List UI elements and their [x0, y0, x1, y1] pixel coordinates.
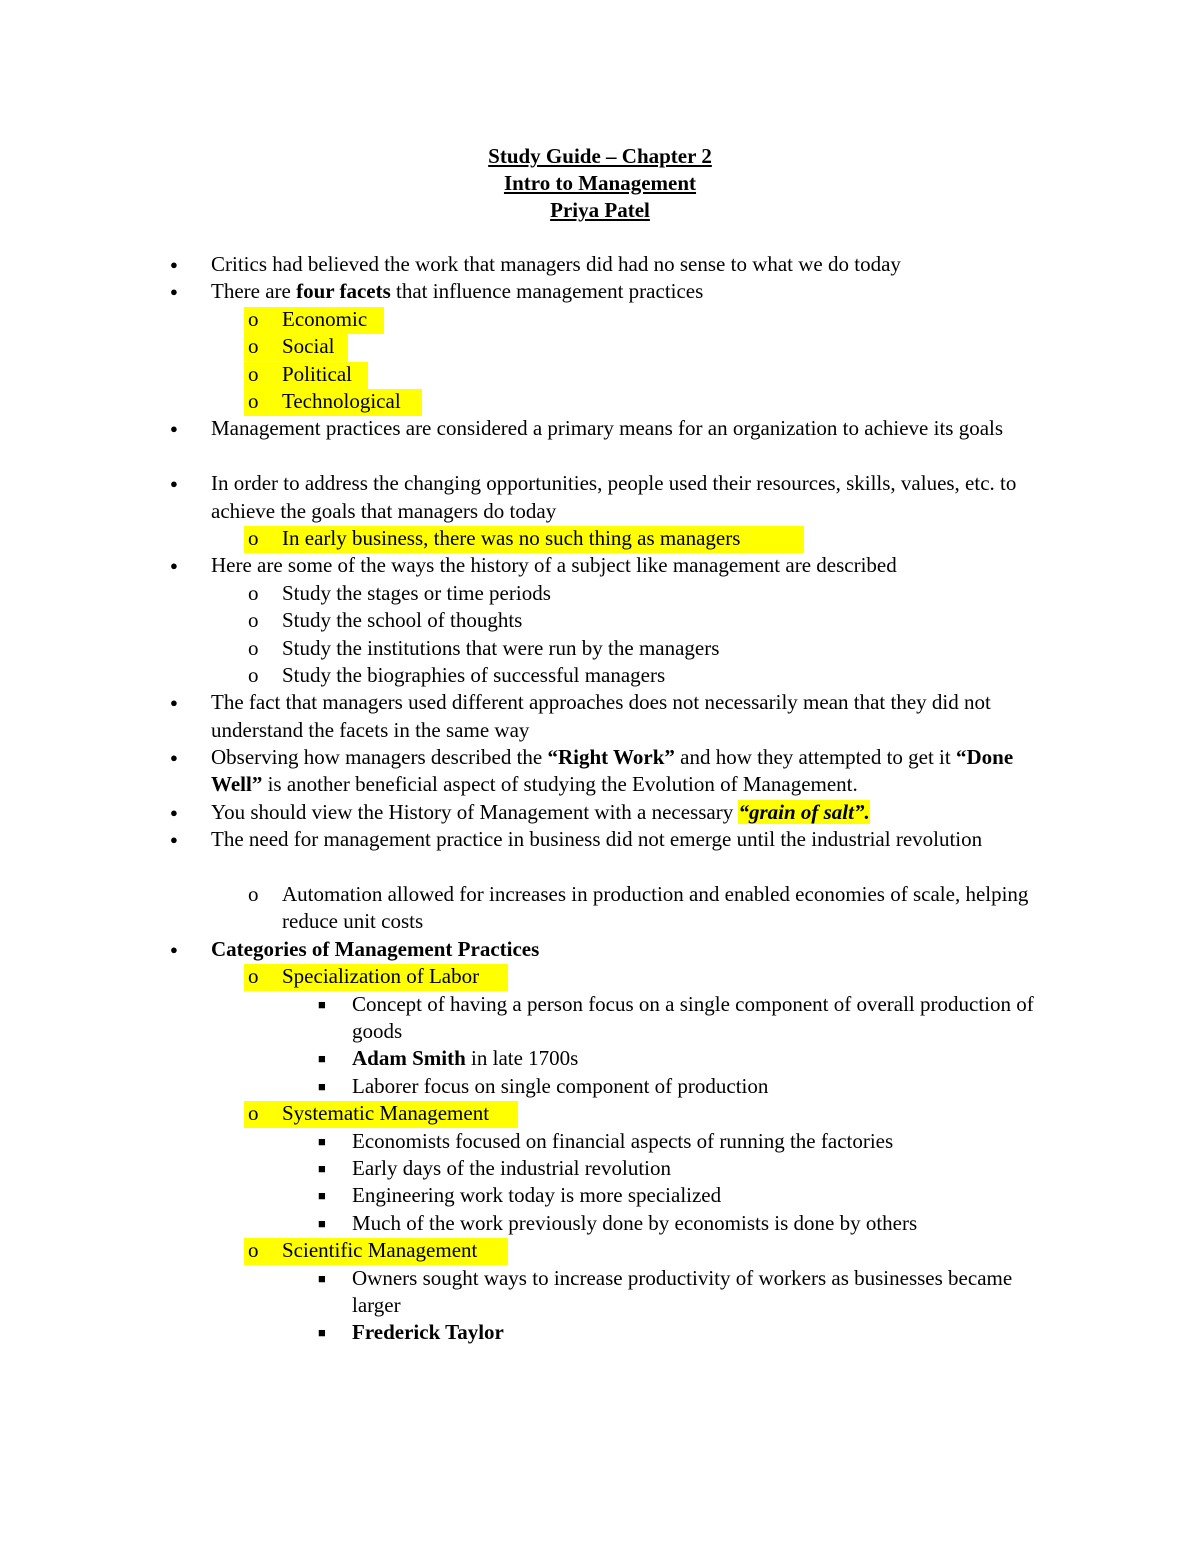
list-item: [0, 580, 1200, 607]
list-item: [0, 361, 1200, 388]
list-item: [0, 1237, 1200, 1264]
bullet-circle-icon: o: [248, 334, 259, 359]
text-run: Systematic Management: [282, 1101, 490, 1126]
list-item-text: [282, 662, 1052, 689]
list-item: [0, 1319, 1200, 1346]
list-item-text: [282, 306, 1052, 333]
list-item-text: [211, 278, 1056, 305]
list-item-text: [211, 415, 1056, 442]
list-item: [0, 1210, 1200, 1237]
text-run: Laborer focus on single component of production: [352, 1073, 769, 1098]
list-item: [0, 635, 1200, 662]
list-item-text: [282, 1237, 1052, 1264]
list-item: [0, 662, 1200, 689]
bullet-circle-icon: o: [248, 306, 259, 331]
list-item-text: [211, 744, 1056, 799]
list-item-text: [352, 1210, 1052, 1237]
bullet-circle-icon: o: [248, 1101, 259, 1126]
bullet-circle-icon: o: [248, 964, 259, 989]
text-run: The need for management practice in business did not emerge until the industrial revolution: [211, 827, 983, 852]
list-item-text: [211, 689, 1056, 744]
text-run: In early business, there was no such thing as managers: [282, 525, 741, 550]
text-run: Study the stages or time periods: [282, 580, 551, 605]
text-run: Scientific Management: [282, 1238, 478, 1263]
text-run: Critics had believed the work that managers did had no sense to what we do today: [211, 252, 901, 276]
list-item: [0, 470, 1200, 525]
list-item: [0, 744, 1200, 799]
list-item: [0, 1128, 1200, 1155]
list-item-text: [282, 607, 1052, 634]
text-run: Early days of the industrial revolution: [352, 1156, 672, 1180]
list-item: [0, 826, 1200, 881]
bold-text: “Done Well”: [211, 745, 1014, 797]
text-run: Study the biographies of successful managers: [282, 662, 666, 687]
bold-text: Categories of Management Practices: [211, 936, 540, 961]
list-item-text: [282, 361, 1052, 388]
text-run: in late 1700s: [465, 1046, 579, 1071]
text-run: Automation allowed for increases in production and enabled economies of scale, helping reduce unit costs: [282, 882, 1029, 934]
text-run: Technological: [282, 388, 401, 413]
bullet-disc-icon: ●: [170, 804, 178, 820]
bullet-disc-icon: ●: [170, 558, 178, 574]
list-item: [0, 388, 1200, 415]
bullet-disc-icon: ●: [170, 941, 178, 957]
bullet-circle-icon: o: [248, 882, 259, 907]
text-run: is another beneficial aspect of studying the Evolution of Management.: [262, 772, 858, 797]
bullet-disc-icon: ●: [170, 421, 178, 437]
list-item: [0, 607, 1200, 634]
list-item: [0, 1155, 1200, 1182]
list-item-text: [282, 333, 1052, 360]
bullet-circle-icon: o: [248, 388, 259, 413]
bullet-disc-icon: ●: [170, 257, 178, 272]
bullet-square-icon: ■: [318, 1078, 326, 1094]
list-item: [0, 525, 1200, 552]
text-run: Owners sought ways to increase productivity of workers as businesses became larger: [352, 1265, 1013, 1317]
bullet-circle-icon: o: [248, 662, 259, 687]
text-run: In order to address the changing opportunities, people used their resources, skills, values, etc. to achieve the goals that managers do today: [211, 471, 1017, 523]
text-run: Management practices are considered a primary means for an organization to achieve its goals: [211, 416, 1004, 441]
bullet-square-icon: ■: [318, 1215, 326, 1231]
list-item-text: [352, 1045, 1052, 1072]
bullet-circle-icon: o: [248, 580, 259, 605]
bullet-square-icon: ■: [318, 1161, 326, 1176]
highlighted-text: “grain of salt”.: [738, 799, 870, 824]
text-run: Here are some of the ways the history of a subject like management are described: [211, 553, 897, 578]
text-run: Political: [282, 361, 352, 386]
text-run: Economists focused on financial aspects of running the factories: [352, 1128, 894, 1153]
list-item-text: [352, 991, 1052, 1046]
text-run: There are: [211, 279, 297, 304]
text-run: Study the institutions that were run by the managers: [282, 635, 720, 660]
list-item: [0, 936, 1200, 963]
text-run: You should view the History of Management with a necessary: [211, 799, 739, 824]
list-item-text: [352, 1182, 1052, 1209]
list-item-text: [282, 881, 1052, 936]
bold-text: Adam Smith: [352, 1046, 466, 1071]
bullet-list: [0, 251, 1200, 1347]
bullet-square-icon: ■: [318, 1051, 326, 1067]
document-title: Study Guide – Chapter 2: [488, 144, 712, 168]
text-run: The fact that managers used different approaches does not necessarily mean that they did not understand the facets in the same way: [211, 690, 991, 742]
list-item: [0, 963, 1200, 990]
list-item: [0, 689, 1200, 744]
list-item: [0, 415, 1200, 470]
bullet-circle-icon: o: [248, 635, 259, 660]
bullet-circle-icon: o: [248, 361, 259, 386]
text-run: Observing how managers described the: [211, 745, 548, 770]
bullet-circle-icon: o: [248, 525, 259, 550]
list-item-text: [211, 470, 1056, 525]
list-item: [0, 306, 1200, 333]
list-item-text: [211, 552, 1056, 579]
list-item-text: [282, 580, 1052, 607]
list-item: [0, 1073, 1200, 1100]
list-item: [0, 1182, 1200, 1209]
text-run: and how they attempted to get it: [674, 745, 956, 770]
document-subtitle: Intro to Management: [503, 171, 697, 195]
text-run: Concept of having a person focus on a single component of overall production of goods: [352, 991, 1034, 1044]
list-item: [0, 251, 1200, 278]
list-item-text: [352, 1265, 1052, 1320]
list-item-text: [282, 635, 1052, 662]
list-item: [0, 333, 1200, 360]
list-item-text: [282, 1100, 1052, 1127]
bullet-square-icon: ■: [318, 996, 326, 1012]
text-run: Economic: [282, 306, 368, 331]
bullet-circle-icon: o: [248, 608, 259, 633]
bold-text: four facets: [296, 279, 391, 304]
text-run: Study the school of thoughts: [282, 608, 523, 633]
list-item-text: [282, 963, 1052, 990]
list-item: [0, 881, 1200, 936]
bold-text: “Right Work”: [547, 745, 675, 770]
bullet-square-icon: ■: [318, 1325, 326, 1341]
list-item-text: [352, 1319, 1052, 1346]
bullet-disc-icon: ●: [170, 832, 178, 848]
list-item: [0, 1265, 1200, 1320]
text-run: Social: [282, 334, 335, 359]
list-item-text: [282, 525, 1052, 552]
list-item-text: [352, 1073, 1052, 1100]
bold-text: Frederick Taylor: [352, 1320, 504, 1345]
list-item: [0, 1045, 1200, 1072]
list-item-text: [282, 388, 1052, 415]
list-item-text: [211, 826, 1056, 853]
list-item: [0, 799, 1200, 826]
bullet-square-icon: ■: [318, 1188, 326, 1204]
list-item-text: [352, 1155, 1052, 1182]
list-item-text: [211, 799, 1056, 826]
list-item-text: [211, 251, 1056, 278]
list-item: [0, 278, 1200, 305]
document-author: Priya Patel: [550, 198, 650, 222]
text-run: Engineering work today is more specialized: [352, 1183, 722, 1208]
list-item-text: [211, 936, 1056, 963]
bullet-disc-icon: ●: [170, 695, 178, 711]
bullet-disc-icon: ●: [170, 750, 178, 766]
list-item: [0, 991, 1200, 1046]
list-item: [0, 1100, 1200, 1127]
list-item-text: [352, 1128, 1052, 1155]
bullet-square-icon: ■: [318, 1133, 326, 1149]
bullet-disc-icon: ●: [170, 476, 178, 492]
bullet-disc-icon: ●: [170, 284, 178, 300]
bullet-circle-icon: o: [248, 1238, 259, 1263]
bullet-square-icon: ■: [318, 1270, 326, 1286]
list-item: [0, 552, 1200, 579]
text-run: that influence management practices: [390, 279, 704, 304]
text-run: Specialization of Labor: [282, 964, 480, 989]
text-run: Much of the work previously done by economists is done by others: [352, 1210, 918, 1235]
